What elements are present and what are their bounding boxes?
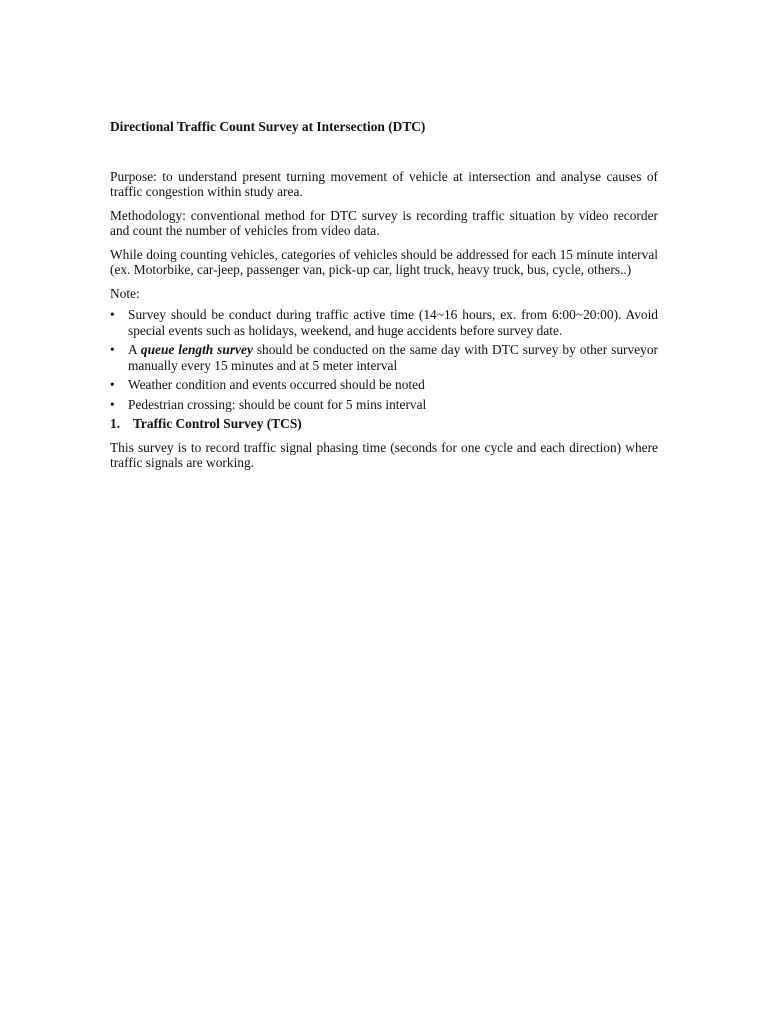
section-title-text: Traffic Control Survey (TCS) — [133, 416, 302, 431]
bullet-item-pedestrian — [110, 397, 658, 413]
bullet-text: Pedestrian crossing: should be count for 5 mins interval — [128, 396, 427, 412]
bullet-item-queue-length — [110, 342, 658, 373]
queue-length-survey-emphasis: queue length survey — [140, 342, 253, 357]
bullet-icon: • — [110, 342, 115, 357]
bullet-item-weather — [110, 377, 658, 393]
bullet-item-survey-time — [110, 307, 658, 338]
methodology-paragraph: Methodology: conventional method for DTC survey is recording traffic situation by video recorder and count the number of vehicles from video data. — [110, 207, 658, 238]
bullet-icon: • — [110, 396, 115, 412]
bullet-text: Survey should be conduct during traffic active time (14~16 hours, ex. from 6:00~20:00). Avoid special events such as holidays, weekend, and huge accidents before survey date. — [128, 307, 658, 338]
purpose-paragraph: Purpose: to understand present turning movement of vehicle at intersection and analyse causes of traffic congestion within study area. — [110, 168, 658, 199]
document-page — [110, 119, 658, 471]
section-number: 1. — [110, 416, 121, 431]
bullet-text-rest: should be conducted on the same day with DTC survey by other surveyor manually every 15 minutes and at 5 meter interval — [128, 342, 658, 373]
bullet-text: Weather condition and events occurred should be noted — [128, 377, 425, 392]
tcs-paragraph: This survey is to record traffic signal phasing time (seconds for one cycle and each direction) where traffic signals are working. — [110, 439, 658, 470]
note-bullet-list — [110, 307, 658, 412]
document-heading: Directional Traffic Count Survey at Intersection (DTC) — [110, 119, 426, 134]
bullet-text-prefix: A — [128, 342, 141, 357]
bullet-icon: • — [110, 377, 115, 392]
bullet-icon: • — [110, 307, 115, 322]
note-label: Note: — [110, 285, 140, 301]
section-title-tcs — [110, 416, 658, 432]
vehicle-categories-paragraph: While doing counting vehicles, categories of vehicles should be addressed for each 15 minute interval (ex. Motorbike, car-jeep, passenger van, pick-up car, light truck, heavy truck, bus, cycle, others..) — [110, 246, 658, 277]
